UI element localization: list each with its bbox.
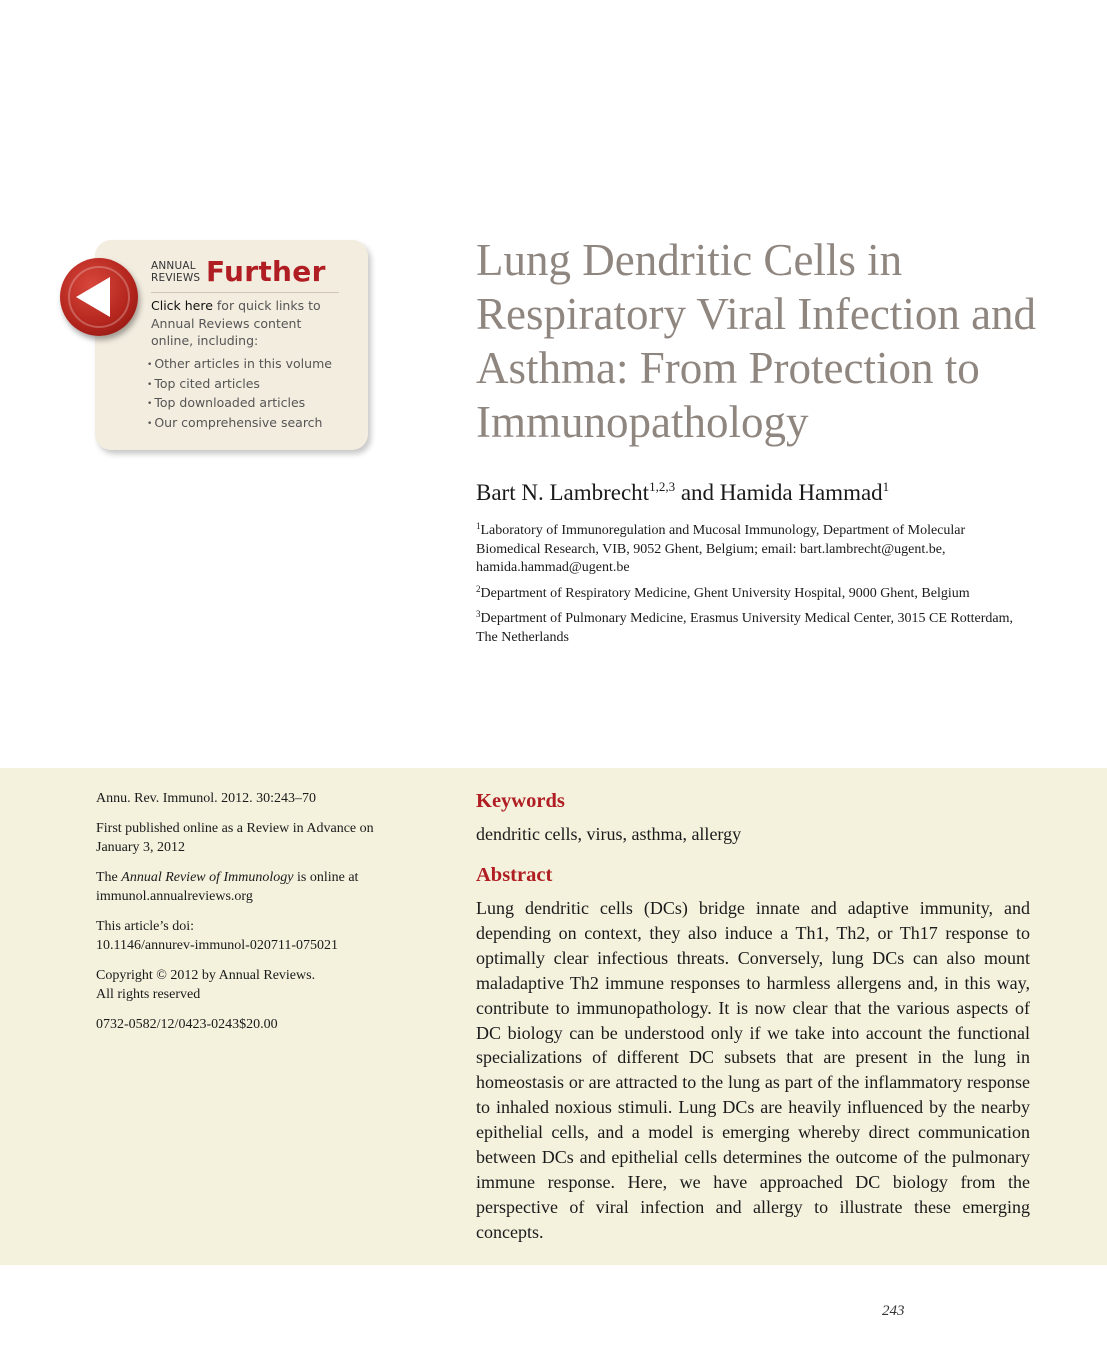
further-divider bbox=[151, 292, 339, 293]
abstract-heading: Abstract bbox=[476, 864, 553, 886]
publication-date: First published online as a Review in Advance on January 3, 2012 bbox=[96, 821, 374, 855]
issn: 0732-0582/12/0423-0243$20.00 bbox=[96, 1017, 278, 1032]
article-metadata bbox=[96, 789, 416, 1045]
further-intro: Click here for quick links to Annual Reviews content online, including: bbox=[151, 298, 321, 348]
keywords-heading: Keywords bbox=[476, 790, 565, 812]
copyright: Copyright © 2012 by Annual Reviews. All rights reserved bbox=[96, 968, 316, 1002]
article-title: Lung Dendritic Cells in Respiratory Viral Infection and Asthma: From Protection to Immunopathology bbox=[476, 235, 1037, 447]
further-link-item[interactable]: • Top downloaded articles bbox=[147, 394, 332, 414]
further-link-item[interactable]: • Our comprehensive search bbox=[147, 414, 332, 434]
affiliation: $^2$Department of Respiratory Medicine, Ghent University Hospital, 9000 Ghent, Belgium bbox=[476, 583, 970, 601]
click-here-link[interactable]: Click here bbox=[151, 298, 213, 313]
affiliations bbox=[476, 522, 1031, 654]
affiliation: $^3$Department of Pulmonary Medicine, Erasmus University Medical Center, 3015 CE Rotterdam, The Netherlands bbox=[476, 609, 1013, 645]
authors: Bart N. Lambrecht$^{1,2,3}$ and Hamida Hammad$^1$ bbox=[476, 479, 890, 505]
page-number: 243 bbox=[882, 1303, 905, 1319]
author-name: Bart N. Lambrecht bbox=[476, 480, 650, 505]
doi-link[interactable]: 10.1146/annurev-immunol-020711-075021 bbox=[96, 938, 338, 953]
further-title: Further bbox=[206, 255, 326, 288]
keywords-text: dendritic cells, virus, asthma, allergy bbox=[476, 824, 742, 844]
further-links-list bbox=[147, 355, 332, 433]
author-name: Hamida Hammad bbox=[719, 480, 883, 505]
annual-reviews-brand: ANNUAL REVIEWS bbox=[151, 260, 201, 284]
journal-online: The Annual Review of Immunology is online at immunol.annualreviews.org bbox=[96, 870, 359, 904]
abstract-text: Lung dendritic cells (DCs) bridge innate and adaptive immunity, and depending on context, they also induce a Th1, Th2, or Th17 response to optimally clear infectious threats. Conversely, lung DCs can also mount maladaptive Th2 immune responses to harmless allergens and, in this way, contribute to immunopathology. It is now clear that the various aspects of DC biology can be understood only if we take into account the functional specializations of different DC subsets that are present in the lung in homeostasis or are attracted to the lung as part of the inflammatory response to inhaled noxious stimuli. Lung DCs are heavily influenced by the nearby epithelial cells, and a model is emerging whereby direct communication between DCs and epithelial cells determines the outcome of the pulmonary immune response. Here, we have approached DC biology from the perspective of viral infection and allergy to illustrate these emerging concepts. bbox=[476, 898, 1030, 1242]
further-link-item[interactable]: • Top cited articles bbox=[147, 375, 332, 395]
affiliation: $^1$Laboratory of Immunoregulation and Mucosal Immunology, Department of Molecular Biomedical Research, VIB, 9052 Ghent, Belgium; email: bart.lambrecht@ugent.be, hamida.hammad@ugent.be bbox=[476, 521, 966, 575]
citation: Annu. Rev. Immunol. 2012. 30:243–70 bbox=[96, 791, 316, 806]
further-arrow-icon[interactable] bbox=[60, 258, 138, 336]
further-link-item[interactable]: • Other articles in this volume bbox=[147, 355, 332, 375]
doi: This article’s doi: 10.1146/annurev-immunol-020711-075021 bbox=[96, 919, 338, 953]
